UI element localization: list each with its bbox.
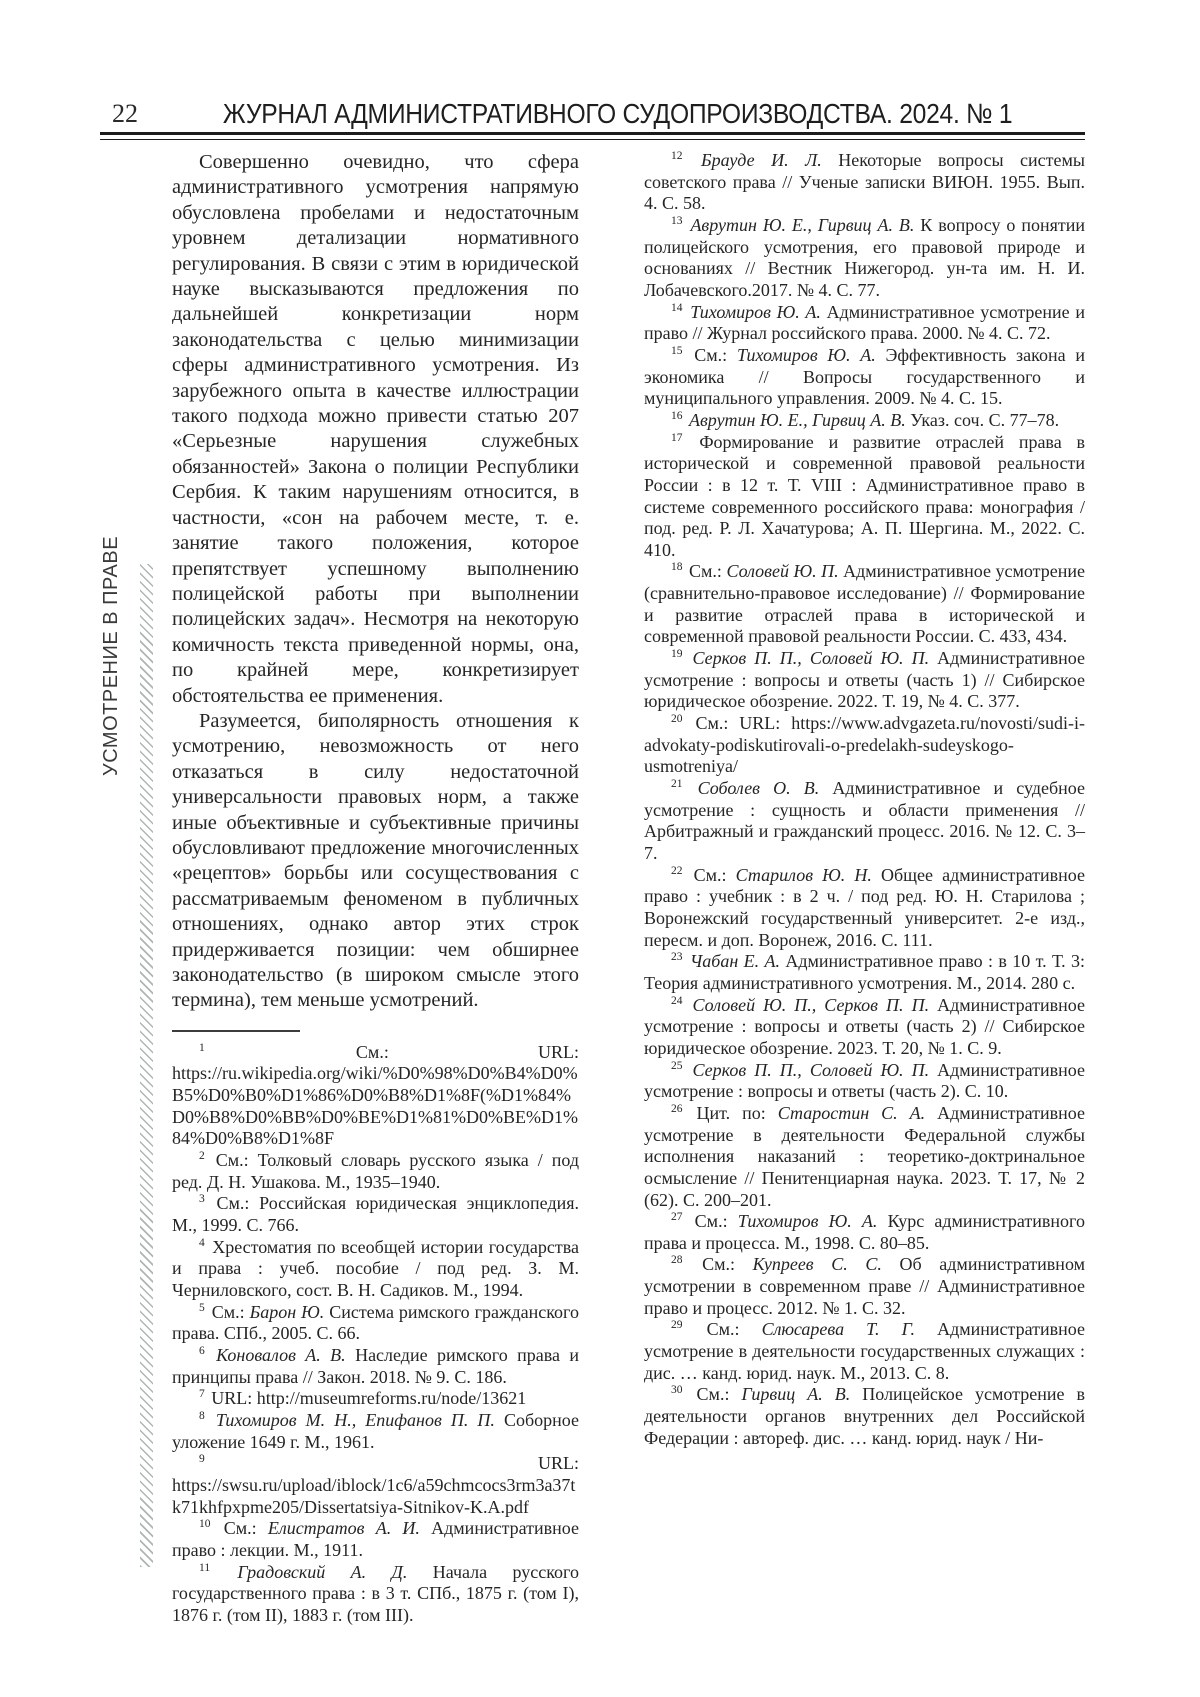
footnote-10 bbox=[172, 1518, 579, 1561]
footnote-author: Чабан Е. А. bbox=[689, 951, 780, 972]
footnote-15 bbox=[644, 345, 1085, 410]
article-paragraphs bbox=[172, 150, 579, 1014]
footnote-number: 29 bbox=[671, 1319, 683, 1332]
page-number: 22 bbox=[112, 99, 138, 128]
footnote-author: Соловей Ю. П. bbox=[726, 561, 839, 582]
footnote-4 bbox=[172, 1237, 579, 1302]
footnote-author: Соболев О. В. bbox=[697, 778, 820, 799]
footnote-20 bbox=[644, 713, 1085, 778]
footnote-author: Тихомиров Ю. А. bbox=[737, 1211, 878, 1232]
footnote-number: 8 bbox=[199, 1409, 205, 1422]
footnote-text: Административное усмотрение в деятельности Федеральной службы исполнения наказаний : теоретико-доктринальное осмысление // Пенитенциарная наука. 2023. Т. 17, № 2 (62). С. 200–201. bbox=[644, 1102, 1086, 1210]
footnote-author: Тихомиров М. Н., Епифанов П. П. bbox=[215, 1409, 495, 1430]
footnote-number: 25 bbox=[671, 1059, 683, 1072]
footnote-author: Старостин С. А. bbox=[777, 1102, 926, 1123]
footnote-text: Административное право : в 10 т. Т. 3: Теория административного усмотрения. М., 2014. 280 с. bbox=[644, 951, 1086, 993]
footnote-number: 3 bbox=[199, 1193, 205, 1206]
footnote-22 bbox=[644, 865, 1085, 952]
footnote-author: Слюсарева Т. Г. bbox=[761, 1319, 916, 1340]
footnote-text: Хрестоматия по всеобщей истории государства и права : учеб. пособие / под ред. З. М. Черниловского, сост. В. Н. Садиков. М., 1994. bbox=[172, 1236, 579, 1301]
footnote-text: Формирование и развитие отраслей права в исторической и современной правовой реальности России : в 12 т. Т. VIII : Административное право в системе современного российского права: монография / под. ред. Р. Л. Хачатурова; А. П. Шергина. М., 2022. С. 410. bbox=[644, 431, 1085, 560]
body-paragraph: Совершенно очевидно, что сфера административного усмотрения напрямую обусловлена пробелами и недостаточным уровнем детализации нормативного регулирования. В связи с этим в юридической науке высказываются предложения по дальнейшей конкретизации норм законодательства с целью минимизации сферы административного усмотрения. Из зарубежного опыта в качестве иллюстрации такого подхода можно привести статью 207 «Серьезные нарушения служебных обязанностей» Закона о полиции Республики Сербия. К таким нарушениям относится, в частности, «сон на рабочем месте, т. е. занятие такого положения, которое препятствует успешному выполнению полицейской работы при выполнении полицейских задач». Несмотря на некоторую комичность текста приведенной нормы, она, по крайней мере, конкретизирует обстоятельства ее применения. bbox=[172, 151, 579, 707]
footnote-number: 18 bbox=[671, 561, 683, 574]
right-column bbox=[644, 150, 1085, 1449]
footnote-text: Наследие римского права и принципы права // Закон. 2018. № 9. С. 186. bbox=[172, 1345, 580, 1387]
footnote-text: Об административном усмотрении в современном праве // Административное право и процесс. 2012. № 1. С. 32. bbox=[644, 1254, 1085, 1318]
footnote-text: См.: Российская юридическая энциклопедия. М., 1999. С. 766. bbox=[172, 1193, 580, 1236]
footnote-number: 15 bbox=[671, 344, 683, 357]
footnote-text: См.: bbox=[694, 344, 737, 365]
footnote-number: 2 bbox=[199, 1150, 205, 1163]
footnote-text: Административное усмотрение : вопросы и ответы (часть 2) // Сибирское юридическое обозрение. 2023. Т. 20, № 1. С. 9. bbox=[644, 994, 1086, 1058]
footnote-author: Серков П. П., Соловей Ю. П. bbox=[692, 648, 930, 669]
footnote-3 bbox=[172, 1193, 579, 1236]
footnote-text: Начала русского государственного права : в 3 т. СПб., 1875 г. (том I), 1876 г. (том II), 1883 г. (том III). bbox=[172, 1561, 579, 1625]
footnote-text: См.: URL: https://www.advgazeta.ru/novosti/sudi-i-advokaty-podiskutirovali-o-predelakh-sudeyskogo-usmotreniya/ bbox=[644, 713, 1085, 777]
footnote-text: Административное усмотрение в деятельности государственных служащих : дис. … канд. юрид. наук. М., 2013. С. 8. bbox=[644, 1319, 1086, 1383]
footnote-text: Система римского гражданского права. СПб., 2005. С. 66. bbox=[172, 1301, 579, 1344]
footnote-author: Аврутин Ю. Е., Гирвиц А. В. bbox=[689, 409, 906, 430]
footnote-number: 17 bbox=[671, 431, 683, 444]
footnote-author: Елистратов А. И. bbox=[267, 1518, 420, 1539]
footnote-text: Административное усмотрение и право // Журнал российского права. 2000. № 4. С. 72. bbox=[644, 301, 1086, 344]
footnote-29 bbox=[644, 1319, 1085, 1384]
footnote-text: См.: Толковый словарь русского языка / под ред. Д. Н. Ушакова. М., 1935–1940. bbox=[172, 1150, 580, 1192]
footnote-17 bbox=[644, 432, 1085, 562]
footnote-number: 11 bbox=[199, 1561, 211, 1574]
footnote-30 bbox=[644, 1384, 1085, 1449]
footnote-number: 13 bbox=[671, 214, 683, 227]
footnote-number: 24 bbox=[671, 994, 683, 1007]
footnote-text: Административное усмотрение (сравнительно-правовое исследование) // Формирование и развитие отраслей права в исторической и современной правовой реальности России. С. 433, 434. bbox=[644, 561, 1085, 647]
footnote-text: Административное право : лекции. М., 1911. bbox=[172, 1518, 580, 1560]
footnote-text: См.: bbox=[223, 1518, 268, 1539]
footnote-9 bbox=[172, 1453, 579, 1518]
footnote-text: См.: bbox=[693, 864, 736, 885]
footnote-6 bbox=[172, 1345, 579, 1388]
journal-title-text: ЖУРНАЛ АДМИНИСТРАТИВНОГО СУДОПРОИЗВОДСТВА. 2024. № 1 bbox=[222, 98, 1013, 129]
footnote-text: Административное усмотрение : вопросы и ответы (часть 1) // Сибирское юридическое обозрение. 2022. Т. 19, № 4. С. 377. bbox=[644, 648, 1086, 712]
footnote-text: Административное усмотрение : вопросы и ответы (часть 2). С. 10. bbox=[644, 1059, 1086, 1102]
footnote-28 bbox=[644, 1254, 1085, 1319]
header-double-rule bbox=[100, 132, 1085, 140]
footnote-8 bbox=[172, 1410, 579, 1453]
footnote-text: Административное и судебное усмотрение : сущность и области применения // Арбитражный и гражданский процесс. 2016. № 12. С. 3–7. bbox=[644, 778, 1085, 863]
footnote-text: Соборное уложение 1649 г. М., 1961. bbox=[172, 1409, 579, 1452]
footnote-author: Аврутин Ю. Е., Гирвиц А. В. bbox=[690, 214, 915, 235]
footnote-number: 22 bbox=[671, 864, 683, 877]
footnote-author: Тихомиров Ю. А. bbox=[690, 301, 821, 322]
footnote-text: URL: https://swsu.ru/upload/iblock/1c6/a59chmcocs3rm3a37tk71khfpxpme205/Dissertatsiya-Sitnikov-K.A.pdf bbox=[172, 1453, 579, 1517]
footnote-number: 10 bbox=[199, 1518, 211, 1531]
footnote-number: 7 bbox=[199, 1388, 205, 1401]
footnote-13 bbox=[644, 215, 1085, 302]
footnote-text: К вопросу о понятии полицейского усмотрения, его правовой природе и основаниях // Вестник Нижегород. ун-та им. Н. И. Лобачевского.2017. № 4. С. 77. bbox=[644, 214, 1085, 300]
footnote-text: См.: bbox=[706, 1319, 762, 1340]
footnote-author: Купреев С. С. bbox=[752, 1254, 882, 1275]
footnote-16 bbox=[644, 410, 1085, 432]
footnote-text: См.: bbox=[211, 1301, 250, 1322]
footnote-1 bbox=[172, 1042, 579, 1150]
footnote-number: 9 bbox=[199, 1453, 205, 1466]
footnote-author: Серков П. П., Соловей Ю. П. bbox=[692, 1059, 930, 1080]
footnote-25 bbox=[644, 1060, 1085, 1103]
footnote-number: 23 bbox=[671, 951, 683, 964]
footnote-author: Старилов Ю. Н. bbox=[735, 864, 872, 885]
footnote-21 bbox=[644, 778, 1085, 865]
footnote-text: См.: bbox=[694, 1211, 738, 1232]
footnote-author: Гирвиц А. В. bbox=[741, 1384, 851, 1405]
journal-title bbox=[150, 99, 1085, 129]
footnote-24 bbox=[644, 995, 1085, 1060]
footnote-number: 19 bbox=[671, 648, 683, 661]
footnote-text: Некоторые вопросы системы советского права // Ученые записки ВИЮН. 1955. Вып. 4. С. 58. bbox=[644, 150, 1085, 214]
footnote-text: Курс административного права и процесса. М., 1998. С. 80–85. bbox=[644, 1211, 1085, 1253]
footnote-separator bbox=[172, 1030, 300, 1032]
footnote-26 bbox=[644, 1103, 1085, 1211]
footnote-27 bbox=[644, 1211, 1085, 1254]
footnote-2 bbox=[172, 1150, 579, 1193]
footnote-author: Тихомиров Ю. А. bbox=[736, 344, 876, 365]
footnote-author: Брауде И. Л. bbox=[700, 150, 822, 170]
footnote-18 bbox=[644, 561, 1085, 648]
footnote-number: 6 bbox=[199, 1345, 205, 1357]
footnotes-left bbox=[172, 1042, 579, 1627]
footnote-number: 20 bbox=[671, 713, 683, 726]
footnote-text: См.: bbox=[689, 561, 727, 582]
footnote-text: См.: URL: https://ru.wikipedia.org/wiki/%D0%98%D0%B4%D0%B5%D0%B0%D1%86%D0%B8%D1%8F(%D1%84%D0%B8%D0%BB%D0%BE%D1%81%D0%BE%D1%84%D0%B8%D1%8F bbox=[172, 1041, 579, 1149]
footnote-number: 16 bbox=[671, 409, 683, 422]
footnote-author: Барон Ю. bbox=[249, 1301, 325, 1322]
footnote-number: 12 bbox=[671, 150, 683, 162]
hatch-stripe-decoration bbox=[140, 564, 153, 1567]
footnote-11 bbox=[172, 1562, 579, 1627]
footnote-text: URL: http://museumreforms.ru/node/13621 bbox=[211, 1388, 527, 1409]
footnote-number: 14 bbox=[671, 301, 683, 314]
footnote-text: См.: bbox=[696, 1384, 742, 1405]
footnote-number: 5 bbox=[199, 1301, 205, 1314]
footnote-author: Коновалов А. В. bbox=[216, 1345, 346, 1365]
section-label-vertical: УСМОТРЕНИЕ В ПРАВЕ bbox=[100, 535, 122, 776]
footnote-text: Эффективность закона и экономика // Вопросы государственного и муниципального управления. 2009. № 4. С. 15. bbox=[644, 344, 1086, 409]
footnote-5 bbox=[172, 1302, 579, 1345]
footnote-23 bbox=[644, 951, 1085, 994]
footnote-number: 1 bbox=[199, 1041, 205, 1054]
footnote-number: 4 bbox=[199, 1236, 205, 1249]
left-column bbox=[172, 150, 579, 1627]
footnote-text: Общее административное право : учебник : в 2 ч. / под ред. Ю. Н. Старилова ; Воронежский государственный университет. 2-е изд., пересм. и доп. Воронеж, 2016. С. 111. bbox=[644, 864, 1086, 950]
footnote-12 bbox=[644, 150, 1085, 215]
footnote-14 bbox=[644, 302, 1085, 345]
footnote-text: Указ. соч. С. 77–78. bbox=[905, 409, 1060, 430]
footnotes-right bbox=[644, 150, 1085, 1449]
footnote-19 bbox=[644, 648, 1085, 713]
footnote-7 bbox=[172, 1388, 579, 1410]
footnote-number: 27 bbox=[671, 1211, 683, 1224]
footnote-number: 21 bbox=[671, 778, 683, 791]
footnote-number: 26 bbox=[671, 1102, 683, 1115]
body-paragraph: Разумеется, биполярность отношения к усмотрению, невозможность от него отказаться в силу недостаточной универсальности правовых норм, а также иные объективные и субъективные причины обусловливают предложение многочисленных «рецептов» борьбы или сосуществования с рассматриваемым феноменом в публичных отношениях, однако автор этих строк придерживается позиции: чем обширнее законодательство (в широком смысле этого термина), тем меньше усмотрений. bbox=[172, 709, 579, 1012]
footnote-number: 28 bbox=[671, 1254, 683, 1267]
footnote-text: Цит. по: bbox=[696, 1102, 778, 1123]
footnote-text: См.: bbox=[702, 1254, 753, 1275]
footnote-author: Градовский А. Д. bbox=[237, 1561, 408, 1582]
footnote-text: Полицейское усмотрение в деятельности органов внутренних дел Российской Федерации : автореф. дис. … канд. юрид. наук / Ни- bbox=[644, 1384, 1086, 1448]
footnote-author: Соловей Ю. П., Серков П. П. bbox=[692, 994, 930, 1015]
footnote-number: 30 bbox=[671, 1384, 683, 1397]
